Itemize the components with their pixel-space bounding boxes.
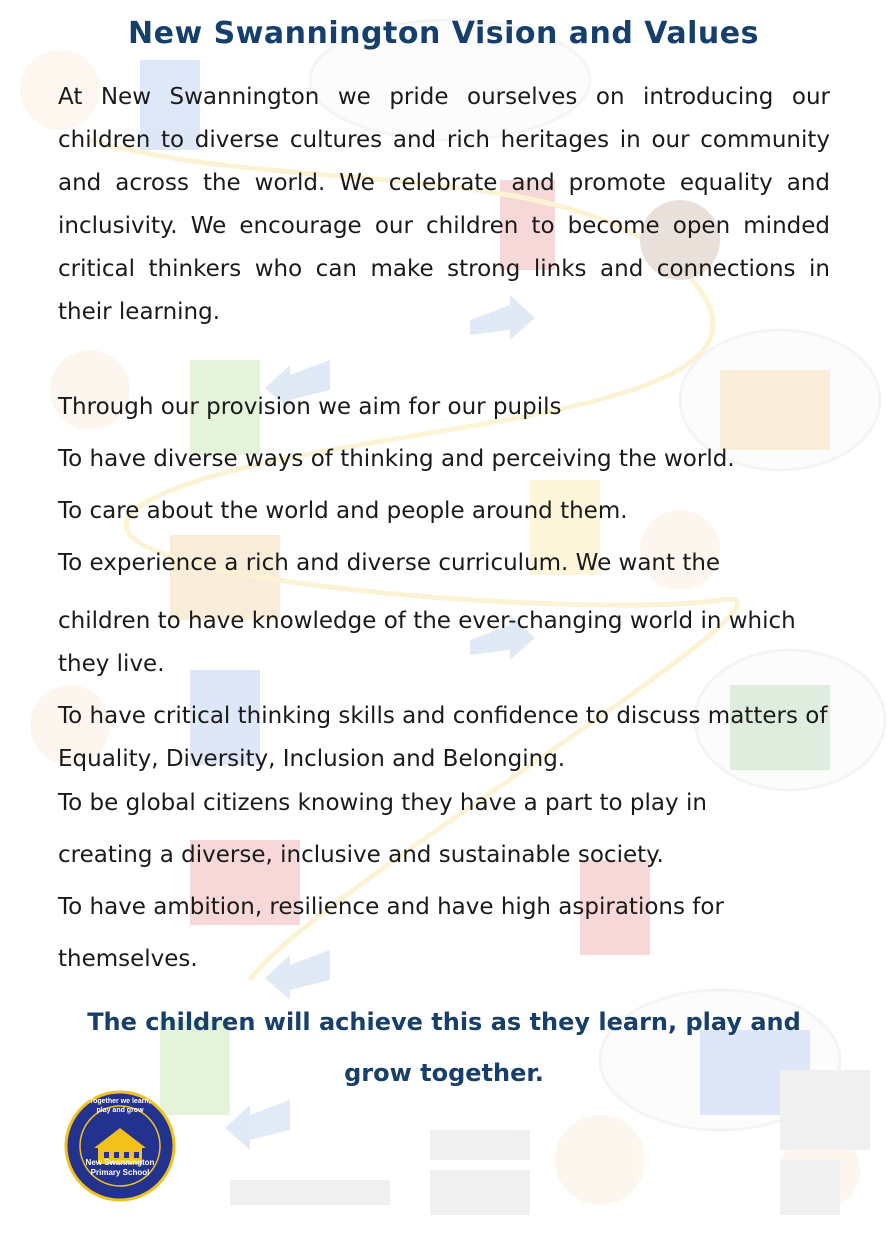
logo-school-name: New Swannington Primary School — [85, 1158, 155, 1177]
page-title: New Swannington Vision and Values — [128, 16, 759, 51]
closing-statement: The children will achieve this as they learn, play and grow together. — [87, 1008, 801, 1087]
aim-line: To care about the world and people around them. — [58, 498, 628, 524]
aim-line: To have diverse ways of thinking and perceiving the world. — [58, 446, 735, 472]
aim-line: To experience a rich and diverse curriculum. We want the — [58, 550, 721, 576]
aim-line: themselves. — [58, 946, 198, 972]
logo-motto: Together we learn, play and grow — [89, 1098, 151, 1114]
aim-line: To have critical thinking skills and confidence to discuss matters of Equality, Diversity, Inclusion and Belonging. — [58, 703, 828, 772]
aim-line: children to have knowledge of the ever-changing world in which they live. — [58, 608, 796, 677]
aim-line: creating a diverse, inclusive and sustainable society. — [58, 842, 664, 868]
aims-lead: Through our provision we aim for our pupils — [58, 394, 562, 420]
aim-line: To have ambition, resilience and have high aspirations for — [58, 894, 724, 920]
intro-paragraph: At New Swannington we pride ourselves on introducing our children to diverse cultures and rich heritages in our community and across the world. We celebrate and promote equality and inclusivity. We encourage our children to become open minded critical thinkers who can make strong links and connections in their learning. — [58, 84, 830, 325]
aim-line: To be global citizens knowing they have a part to play in — [58, 790, 707, 816]
